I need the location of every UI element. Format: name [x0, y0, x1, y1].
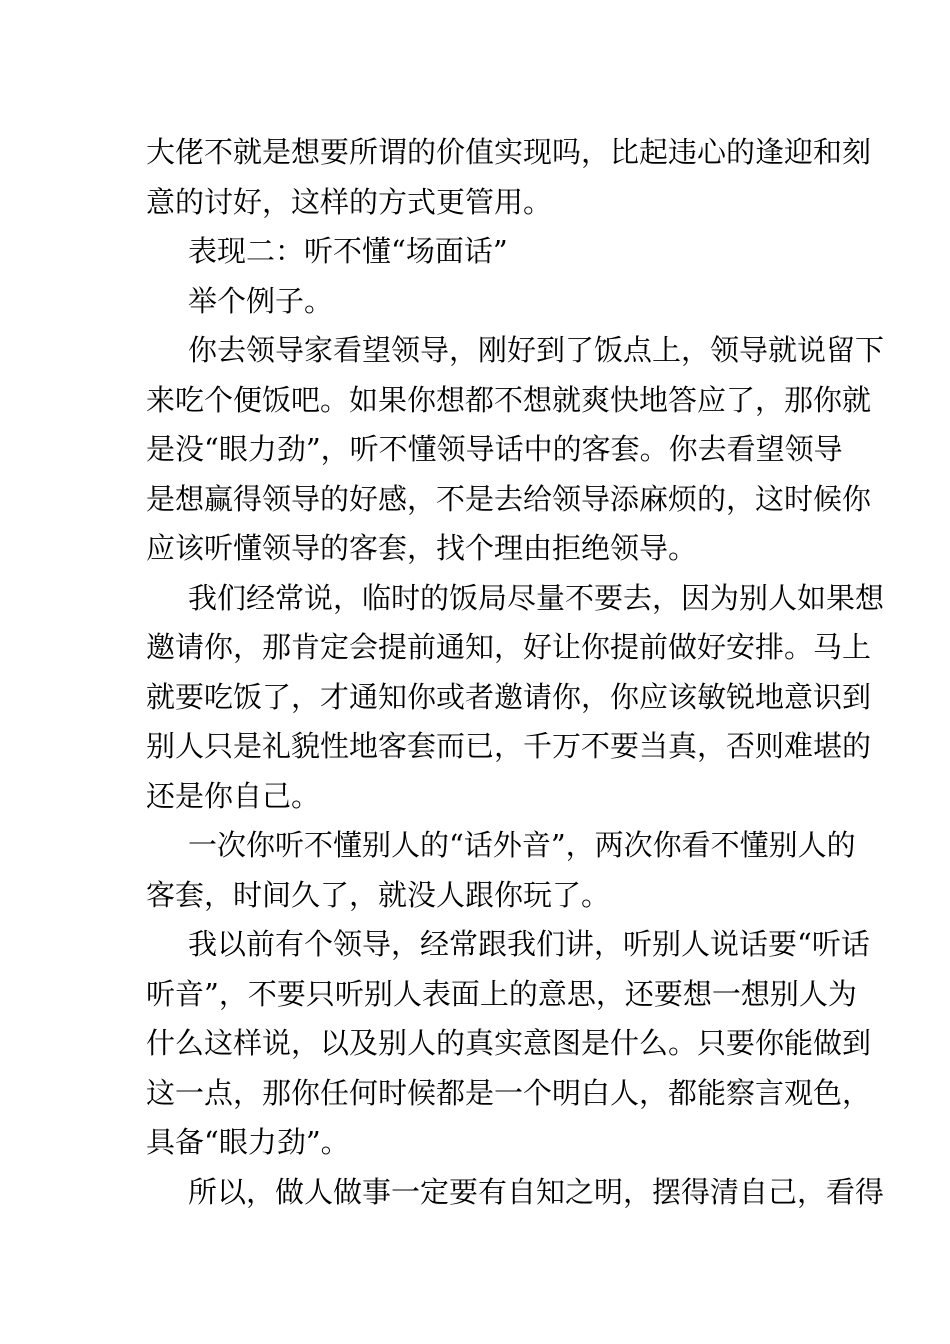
text-line: 大佬不就是想要所谓的价值实现吗，比起违心的逢迎和刻 [146, 135, 872, 169]
text-line: 就要吃饭了，才通知你或者邀请你，你应该敏锐地意识到 [146, 679, 872, 714]
text-line: 你去领导家看望领导，刚好到了饭点上，领导就说留下 [188, 333, 885, 367]
text-line: 表现二：听不懂“场面话” [188, 234, 508, 268]
text-line: 具备“眼力劲”。 [146, 1125, 350, 1159]
body-text [146, 128, 885, 1217]
paragraph [146, 277, 810, 327]
text-line: 一次你听不懂别人的“话外音”，两次你看不懂别人的 [188, 828, 856, 862]
text-line: 是想赢得领导的好感，不是去给领导添麻烦的，这时候你 [146, 481, 872, 516]
text-line: 邀请你，那肯定会提前通知，好让你提前做好安排。马上 [146, 630, 872, 664]
text-line: 听音”，不要只听别人表面上的意思，还要想一想别人为 [146, 976, 857, 1011]
paragraph [146, 574, 885, 822]
text-line: 客套，时间久了，就没人跟你玩了。 [146, 877, 611, 912]
paragraph [146, 1168, 885, 1218]
text-line: 应该听懂领导的客套，找个理由拒绝领导。 [146, 531, 698, 565]
text-line: 举个例子。 [188, 283, 334, 318]
text-line: 意的讨好，这样的方式更管用。 [146, 184, 553, 219]
text-line: 什么这样说，以及别人的真实意图是什么。只要你能做到 [146, 1026, 872, 1060]
paragraph [146, 821, 856, 920]
text-line: 这一点，那你任何时候都是一个明白人，都能察言观色， [146, 1075, 872, 1110]
text-line: 所以，做人做事一定要有自知之明，摆得清自己，看得 [188, 1174, 885, 1209]
text-line: 别人只是礼貌性地客套而已，千万不要当真，否则难堪的 [146, 729, 872, 763]
text-line: 还是你自己。 [146, 778, 321, 813]
paragraph [146, 128, 872, 227]
paragraph [146, 326, 885, 574]
paragraph [146, 920, 872, 1168]
text-line: 来吃个便饭吧。如果你想都不想就爽快地答应了，那你就 [146, 382, 872, 417]
text-line: 我以前有个领导，经常跟我们讲，听别人说话要“听话 [188, 927, 870, 961]
text-line: 我们经常说，临时的饭局尽量不要去，因为别人如果想 [188, 580, 885, 615]
section-heading [146, 227, 810, 277]
text-line: 是没“眼力劲”，听不懂领导话中的客套。你去看望领导 [146, 432, 843, 466]
